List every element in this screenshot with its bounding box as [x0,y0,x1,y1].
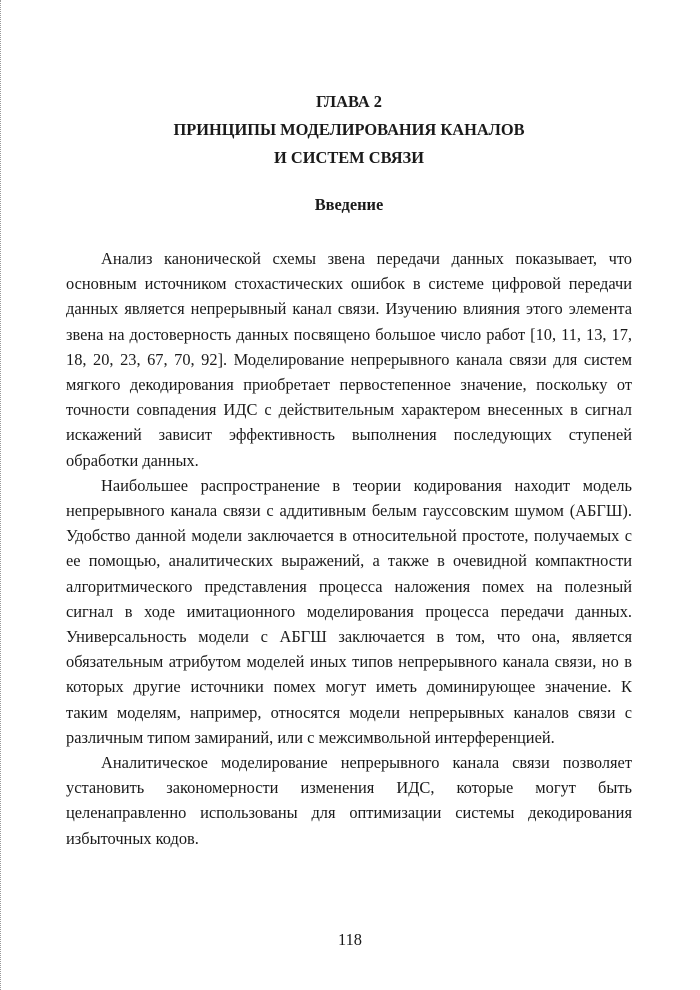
page-left-edge [0,0,3,990]
section-heading: Введение [314,195,384,214]
document-page [66,88,632,851]
page-number: 118 [338,930,362,949]
paragraph-2: Наибольшее распространение в теории кодирования находит модель непрерывного канала связи с аддитивным белым гауссовским шумом (АБГШ). Удобство данной модели заключается в относительной простоте, получаемых с ее помощью, аналитических выражений, а также в очевидной компактности алгоритмического представления процесса наложения помех на полезный сигнал в ходе имитационного моделирования процесса передачи данных. Универсальность модели с АБГШ заключается в том, что она, является обязательным атрибутом моделей иных типов непрерывного канала связи, но в которых другие источники помех могут иметь доминирующее значение. К таким моделям, например, относятся модели непрерывных каналов связи с различным типом замираний, или с межсимвольной интерференцией. [66,475,632,747]
chapter-number: ГЛАВА 2 [315,92,383,111]
paragraph-3: Аналитическое моделирование непрерывного канала связи позволяет установить закономерности изменения ИДС, которые могут быть целенаправленно использованы для оптимизации системы декодирования избыточных кодов. [66,753,632,848]
chapter-title-line-2: И СИСТЕМ СВЯЗИ [274,148,424,167]
chapter-heading [66,88,632,172]
chapter-title-line-1: ПРИНЦИПЫ МОДЕЛИРОВАНИЯ КАНАЛОВ [173,120,525,139]
paragraph-1: Анализ канонической схемы звена передачи данных показывает, что основным источником стохастических ошибок в системе цифровой передачи данных является непрерывный канал связи. Изучению влияния этого элемента звена на достоверность данных посвящено большое число работ [10, 11, 13, 17, 18, 20, 23, 67, 70, 92]. Моделирование непрерывного канала связи для систем мягкого декодирования приобретает первостепенное значение, поскольку от точности совпадения ИДС с действительным характером внесенных в сигнал искажений зависит эффективность выполнения последующих ступеней обработки данных. [66,249,632,470]
